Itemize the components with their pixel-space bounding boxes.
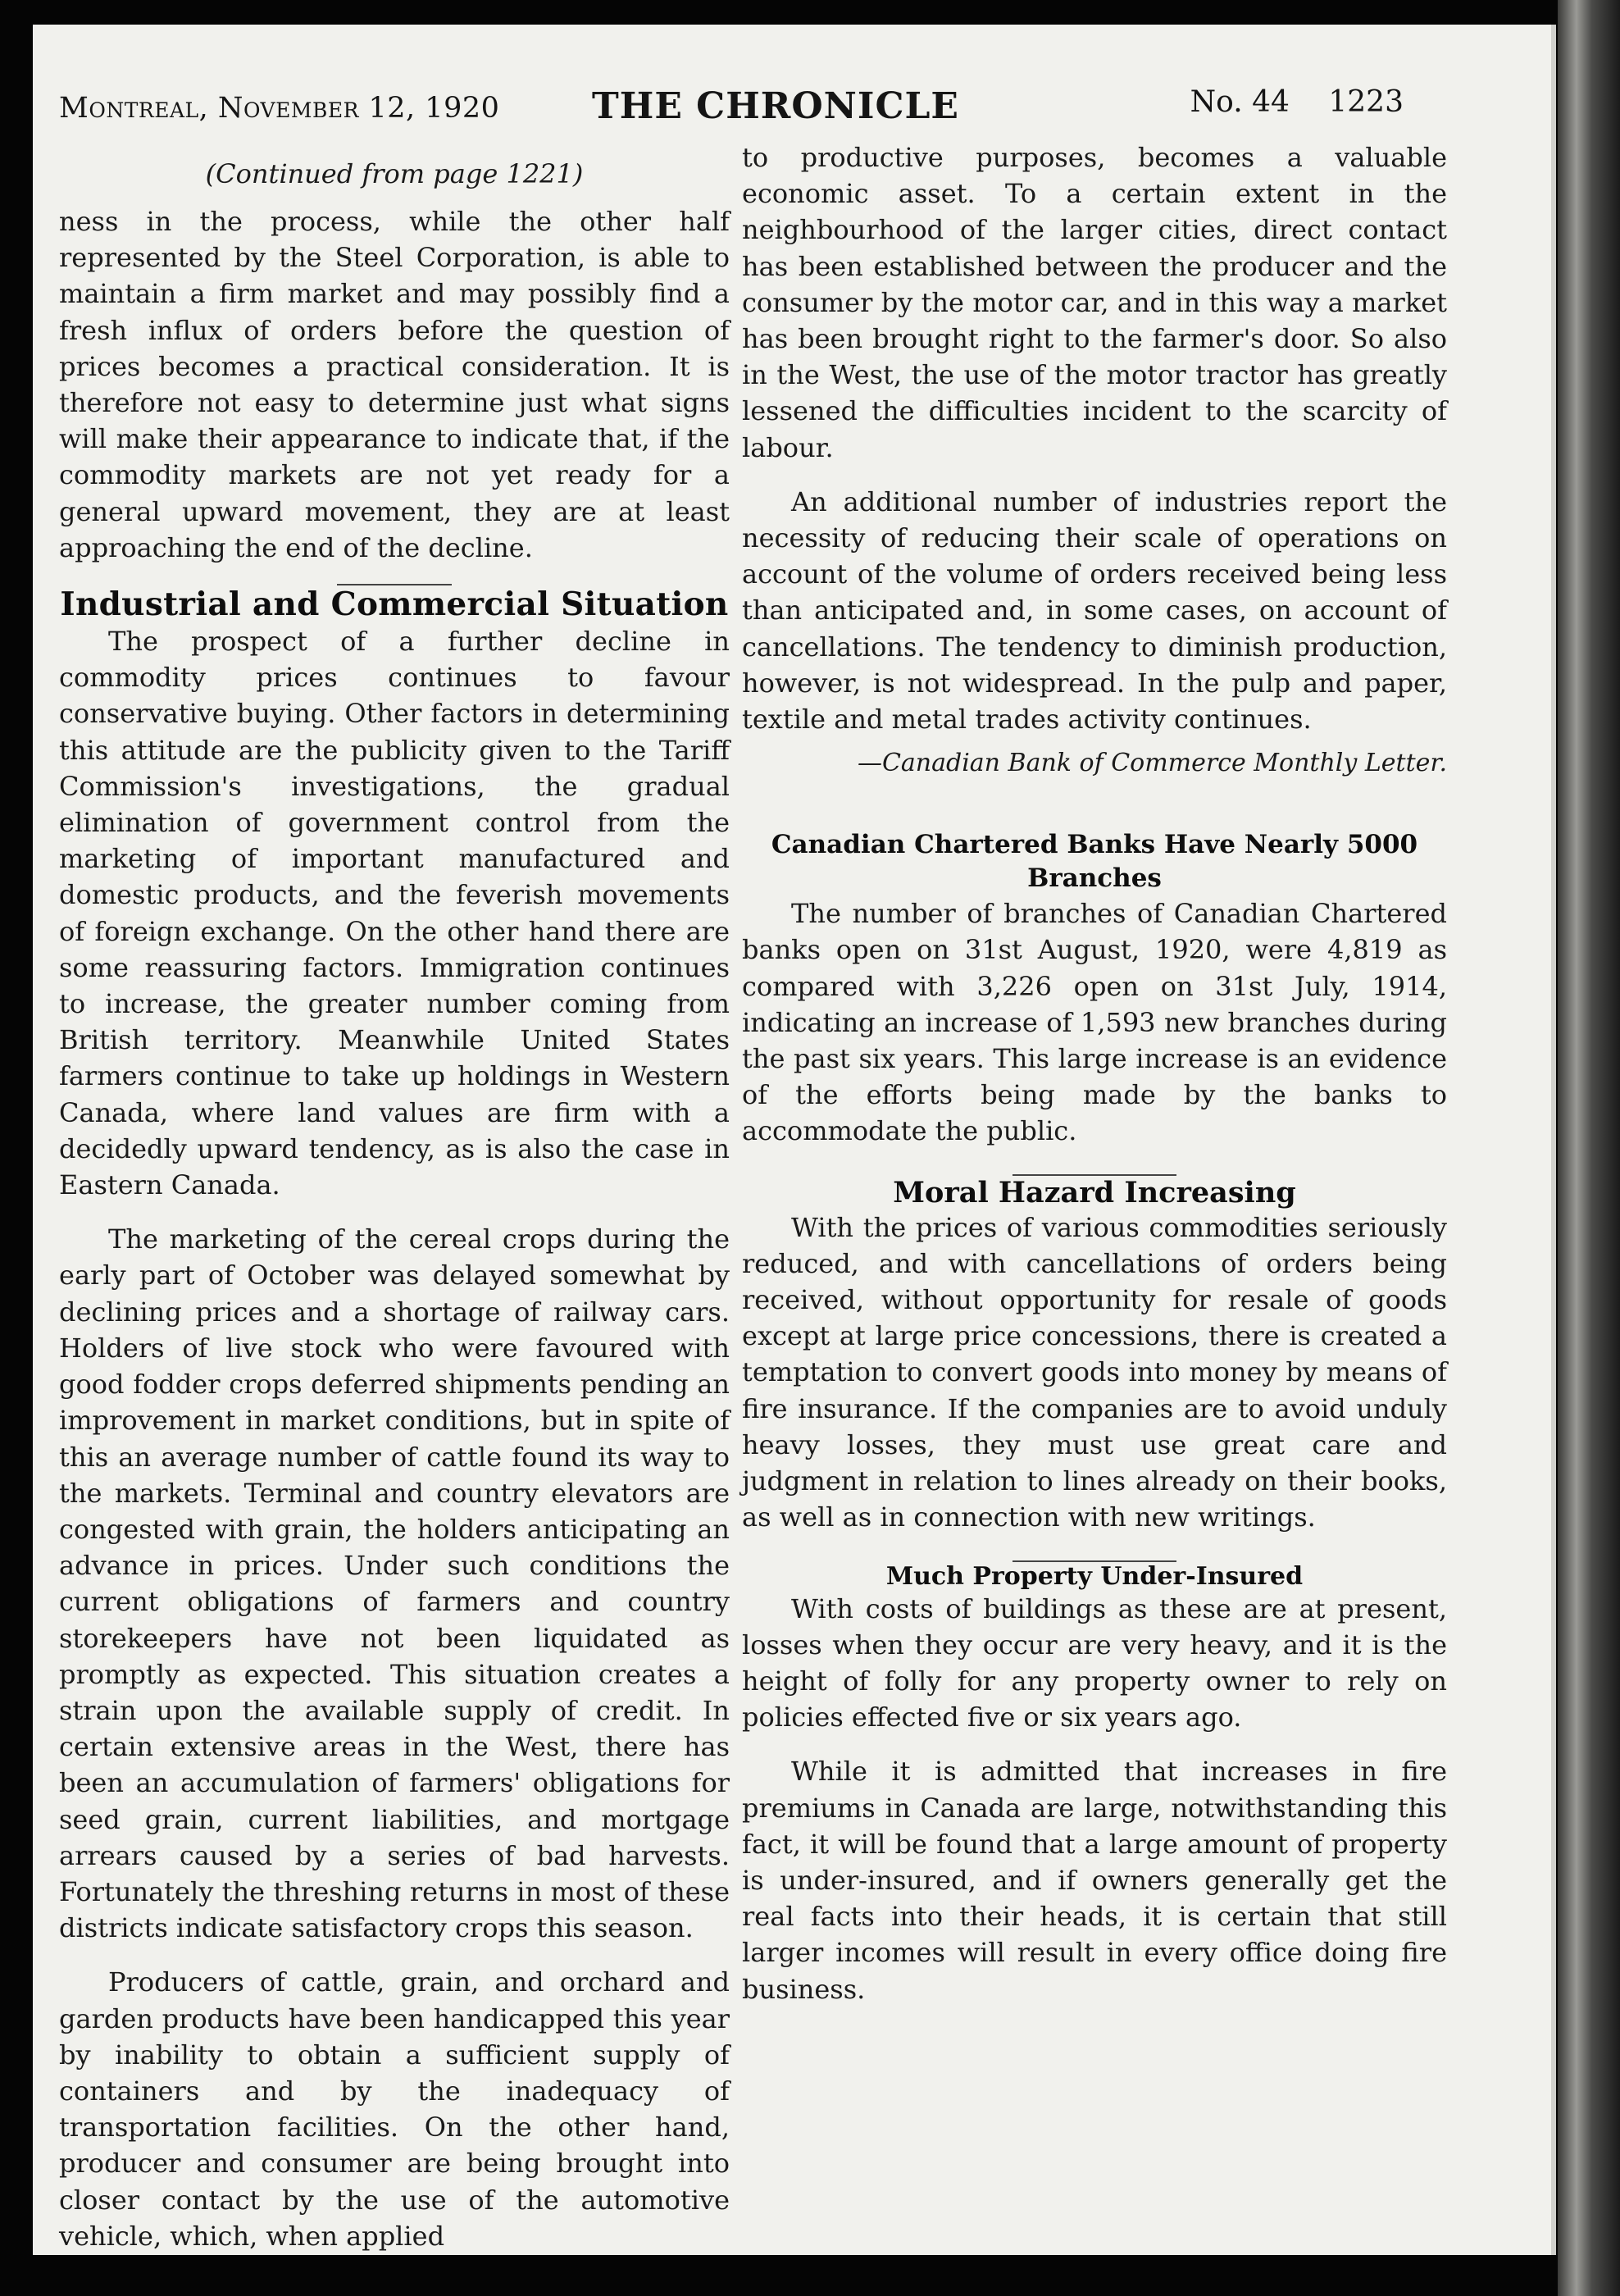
publication-title: THE CHRONICLE: [592, 85, 959, 127]
issue-info: [1161, 85, 1404, 119]
industrial-paragraph-1: The prospect of a further decline in commodity prices continues to favour conservative buying. Other factors in determining this attitude are the publicity given to the Tariff Commission's investigations, the gradual elimination of government control from the marketing of important manufactured and domestic products, and the feverish movements of foreign exchange. On the other hand there are some reassuring factors. Immigration continues to increase, the greater number coming from British territory. Meanwhile United States farmers continue to take up holdings in Western Canada, where land values are firm with a decidedly upward tendency, as is also the case in Eastern Canada.: [59, 626, 730, 1201]
banks-paragraph: The number of branches of Canadian Chartered banks open on 31st August, 1920, were 4,819 as compared with 3,226 open on 31st July, 1914, indicating an increase of 1,593 new branches during the past six years. This large increase is an evidence of the efforts being made by the banks to accommodate the public.: [742, 898, 1447, 1147]
continued-paragraph: ness in the process, while the other half represented by the Steel Corporation, is able to maintain a firm market and may possibly find a fresh influx of orders before the question of prices becomes a practical consideration. It is therefore not easy to determine just what signs will make their appearance to indicate that, if the commodity markets are not yet ready for a general upward movement, they are at least approaching the end of the decline.: [59, 206, 730, 563]
property-paragraph-1: With costs of buildings as these are at present, losses when they occur are very heavy, and it is the height of folly for any property owner to rely on policies effected five or six years ago.: [742, 1592, 1447, 1733]
industrial-paragraph-3: Producers of cattle, grain, and orchard and garden products have been handicapped this year by inability to obtain a sufficient supply of containers and by the inadequacy of transportation facilities. On the other hand, producer and consumer are being brought into closer contact by the use of the automotive vehicle, which, when applied: [59, 1966, 730, 2252]
page-header: [59, 80, 1404, 138]
left-column: [59, 156, 730, 2272]
dateline: Montreal, November 12, 1920: [59, 92, 500, 125]
banks-heading: Canadian Chartered Banks Have Nearly 5000 Branches: [771, 830, 1418, 894]
moral-hazard-heading: Moral Hazard Increasing: [893, 1175, 1296, 1210]
industrial-heading: Industrial and Commercial Situation: [60, 585, 729, 624]
source-attribution: —Canadian Bank of Commerce Monthly Letter.: [857, 749, 1447, 778]
issue-number: No. 44: [1190, 85, 1290, 119]
page-number: 1223: [1328, 85, 1404, 119]
industrial-continuation-2: An additional number of industries report the necessity of reducing their scale of operations on account of the volume of orders received being less than anticipated and, in some cases, on account of cancellations. The tendency to diminish production, however, is not widespread. In the pulp and paper, textile and metal trades activity continues.: [742, 485, 1447, 736]
binding-edge: [1558, 0, 1620, 2296]
industrial-paragraph-2: The marketing of the cereal crops during the early part of October was delayed somewhat by declining prices and a shortage of railway cars. Holders of live stock who were favoured with good fodder crops deferred shipments pending an improvement in market conditions, but in spite of this an average number of cattle found its way to the markets. Terminal and country elevators are congested with grain, the holders anticipating an advance in prices. Under such conditions the current obligations of farmers and country storekeepers have not been liquidated as promptly as expected. This situation creates a strain upon the available supply of credit. In certain extensive areas in the West, there has been an accumulation of farmers' obligations for seed grain, current liabilities, and mortgage arrears caused by a series of bad harvests. Fortunately the threshing returns in most of these districts indicate satisfactory crops this season.: [59, 1223, 730, 1944]
right-column: [742, 139, 1447, 2025]
property-heading: Much Property Under-Insured: [885, 1561, 1304, 1591]
moral-hazard-paragraph: With the prices of various commodities seriously reduced, and with cancellations of orders being received, without opportunity for resale of goods except at large price concessions, there is created a temptation to convert goods into money by means of fire insurance. If the companies are to avoid unduly heavy losses, they must use great care and judgment in relation to lines already on their books, as well as in connection with new writings.: [742, 1211, 1447, 1533]
property-paragraph-2: While it is admitted that increases in fire premiums in Canada are large, notwithstanding this fact, it will be found that a large amount of property is under-insured, and if owners generally get the real facts into their heads, it is certain that still larger incomes will result in every office doing fire business.: [742, 1756, 1447, 2005]
industrial-continuation-1: to productive purposes, becomes a valuable economic asset. To a certain extent in the neighbourhood of the larger cities, direct contact has been established between the producer and the consumer by the motor car, and in this way a market has been brought right to the farmer's door. So also in the West, the use of the motor tractor has greatly lessened the difficulties incident to the scarcity of labour.: [742, 142, 1447, 463]
continued-note: (Continued from page 1221): [205, 158, 584, 189]
